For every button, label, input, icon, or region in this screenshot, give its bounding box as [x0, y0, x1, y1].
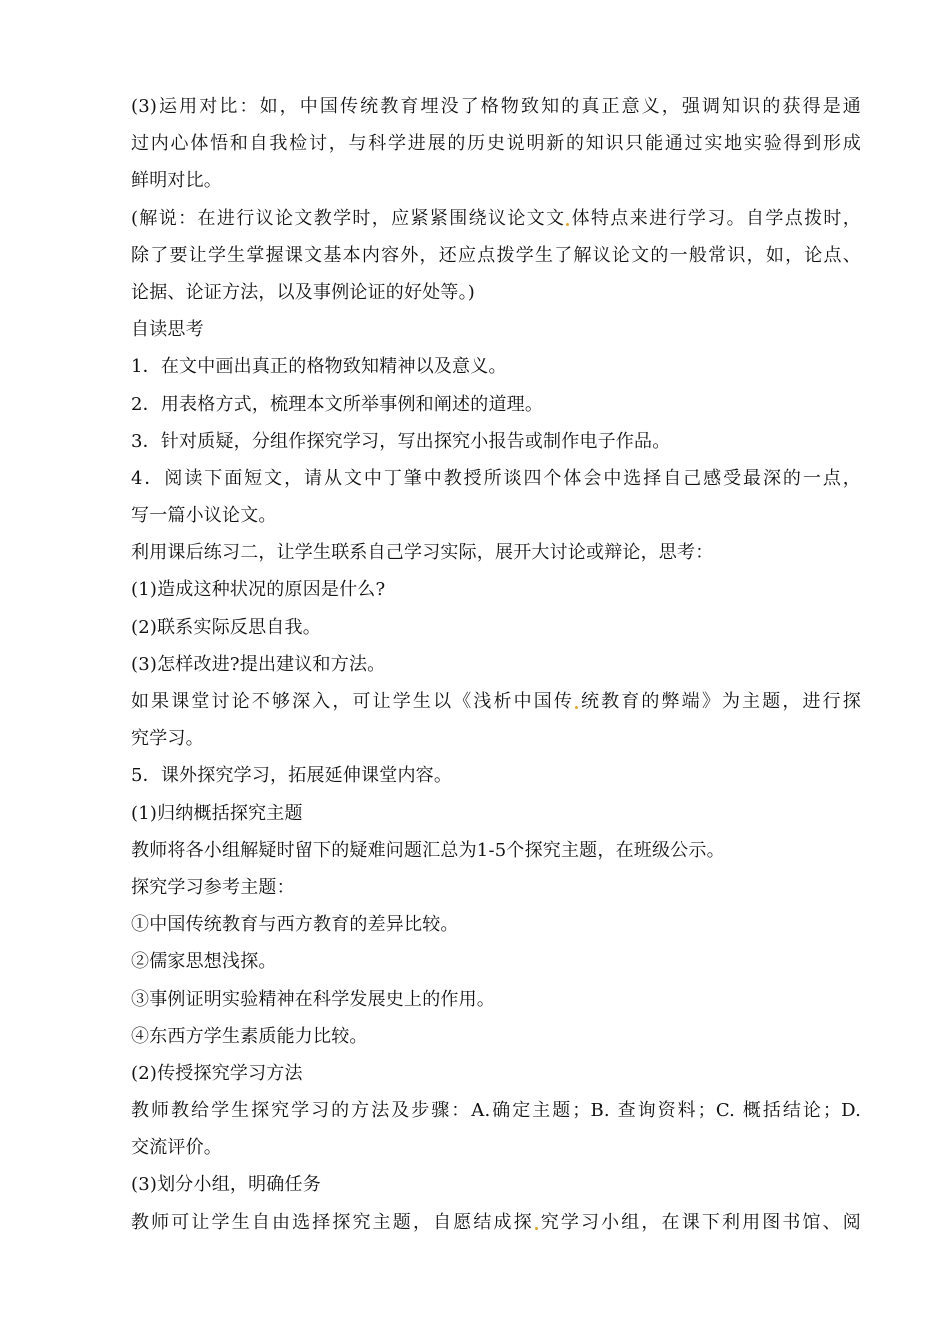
- text-line-2: 过内心体悟和自我检讨，与科学进展的历史说明新的知识只能通过实地实验得到形成: [131, 133, 861, 155]
- list-item: 1．在文中画出真正的格物致知精神以及意义。: [131, 356, 507, 378]
- text-line-1: (3)运用对比：如，中国传统教育埋没了格物致知的真正意义，强调知识的获得是通: [131, 96, 861, 117]
- text-line-21: 教师将各小组解疑时留下的疑难问题汇总为1-5个探究主题，在班级公示。: [131, 839, 725, 861]
- text-segment: 体特点来进行学习。自学点拨时，: [570, 207, 861, 229]
- list-item: ①中国传统教育与西方教育的差异比较。: [131, 914, 459, 936]
- text-line-3: 鲜明对比。: [131, 170, 222, 192]
- dot-mark-icon: [535, 1227, 538, 1230]
- text-line-31: [131, 1204, 861, 1241]
- list-item: ④东西方学生素质能力比较。: [131, 1025, 368, 1047]
- text-line-4: [131, 200, 861, 237]
- sub-heading: (1)归纳概括探究主题: [131, 802, 303, 824]
- list-item: ②儒家思想浅探。: [131, 951, 277, 973]
- sub-heading: (2)传授探究学习方法: [131, 1062, 303, 1084]
- text-line-17: [131, 683, 861, 720]
- list-item: (1)造成这种状况的原因是什么?: [131, 579, 386, 601]
- list-item: 3．针对质疑，分组作探究学习，写出探究小报告或制作电子作品。: [131, 430, 671, 452]
- text-line-22: 探究学习参考主题：: [131, 876, 295, 898]
- list-item: 5．课外探究学习，拓展延伸课堂内容。: [131, 765, 453, 787]
- text-line-28: 教师教给学生探究学习的方法及步骤：A.确定主题；B. 查询资料；C. 概括结论；D.: [131, 1100, 861, 1122]
- text-segment: 如果课堂讨论不够深入，可让学生以《浅析中国传: [131, 691, 575, 712]
- document-page: [131, 88, 861, 1241]
- section-heading: 自读思考: [131, 319, 204, 341]
- text-line-13: 利用课后练习二，让学生联系自己学习实际，展开大讨论或辩论，思考：: [131, 542, 714, 564]
- list-item: ③事例证明实验精神在科学发展史上的作用。: [131, 988, 495, 1010]
- text-line-18: 究学习。: [131, 728, 204, 750]
- dot-mark-icon: [575, 706, 578, 709]
- text-line-12: 写一篇小议论文。: [131, 505, 277, 527]
- list-item: 2．用表格方式，梳理本文所举事例和阐述的道理。: [131, 393, 544, 415]
- list-item: (2)联系实际反思自我。: [131, 616, 321, 638]
- text-line-6: 论据、论证方法，以及事例论证的好处等。): [131, 281, 476, 303]
- list-item: (3)怎样改进?提出建议和方法。: [131, 653, 386, 675]
- sub-heading: (3)划分小组，明确任务: [131, 1174, 321, 1196]
- text-line-5: 除了要让学生掌握课文基本内容外，还应点拨学生了解议论文的一般常识，如，论点、: [131, 244, 861, 266]
- text-segment: 究学习小组，在课下利用图书馆、阅: [538, 1211, 862, 1233]
- list-item: 4．阅读下面短文，请从文中丁肇中教授所谈四个体会中选择自己感受最深的一点，: [131, 467, 861, 489]
- text-line-29: 交流评价。: [131, 1137, 222, 1159]
- text-segment: 教师可让学生自由选择探究主题，自愿结成探: [131, 1211, 534, 1233]
- text-segment: 统教育的弊端》为主题，进行探: [579, 691, 861, 712]
- text-segment: (解说：在进行议论文教学时，应紧紧围绕议论文文: [131, 207, 566, 229]
